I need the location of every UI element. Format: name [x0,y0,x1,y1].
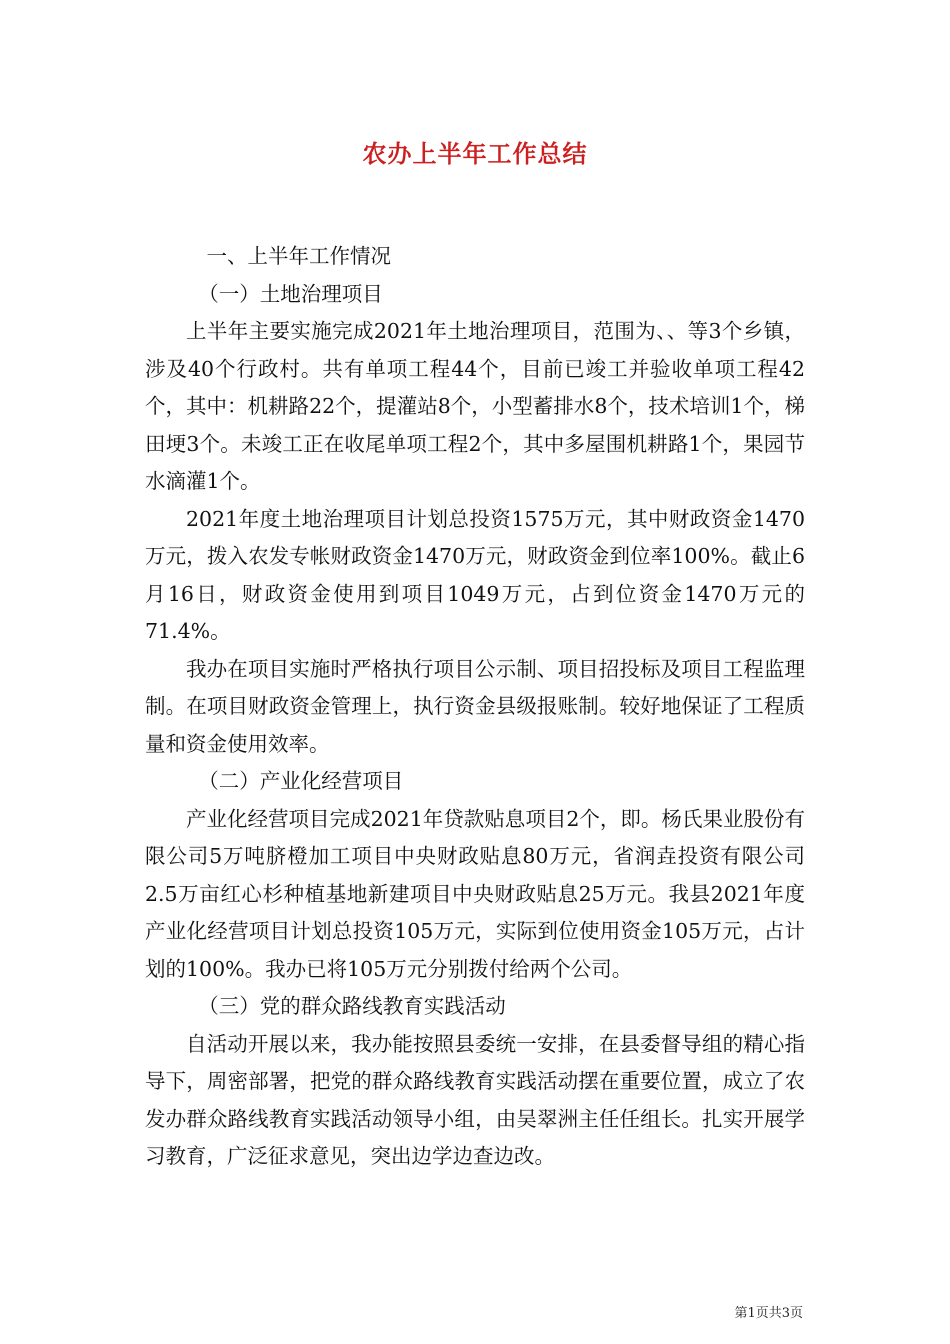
body-paragraph: 2021年度土地治理项目计划总投资1575万元，其中财政资金1470万元，拨入农发专帐财政资金1470万元，财政资金到位率100%。截止6月16日，财政资金使用到项目1049万元，占到位资金1470万元的71.4%。 [145,506,805,643]
subsection-heading: （二）产业化经营项目 [198,769,404,793]
page-number: 第1页共3页 [734,1306,803,1321]
body-paragraph: 产业化经营项目完成2021年贷款贴息项目2个，即。杨氏果业股份有限公司5万吨脐橙加工项目中央财政贴息80万元，省润垚投资有限公司2.5万亩红心杉种植基地新建项目中央财政贴息25万元。我县2021年度产业化经营项目计划总投资105万元，实际到位使用资金105万元，占计划的100%。我办已将105万元分别拨付给两个公司。 [145,806,805,981]
section-heading: 一、上半年工作情况 [206,244,391,268]
subsection-heading: （三）党的群众路线教育实践活动 [198,994,506,1018]
body-paragraph: 我办在项目实施时严格执行项目公示制、项目招投标及项目工程监理制。在项目财政资金管理上，执行资金县级报账制。较好地保证了工程质量和资金使用效率。 [145,656,805,756]
subsection-heading: （一）土地治理项目 [198,281,383,306]
document-body [145,238,805,1176]
body-paragraph: 自活动开展以来，我办能按照县委统一安排，在县委督导组的精心指导下，周密部署，把党的群众路线教育实践活动摆在重要位置，成立了农发办群众路线教育实践活动领导小组，由吴翠洲主任任组长。扎实开展学习教育，广泛征求意见，突出边学边查边改。 [145,1031,805,1168]
body-paragraph: 上半年主要实施完成2021年土地治理项目，范围为、、等3个乡镇，涉及40个行政村。共有单项工程44个，目前已竣工并验收单项工程42个，其中：机耕路22个，提灌站8个，小型蓄排水8个，技术培训1个，梯田埂3个。未竣工正在收尾单项工程2个，其中多屋围机耕路1个，果园节水滴灌1个。 [145,319,805,493]
document-title: 农办上半年工作总结 [362,139,588,168]
